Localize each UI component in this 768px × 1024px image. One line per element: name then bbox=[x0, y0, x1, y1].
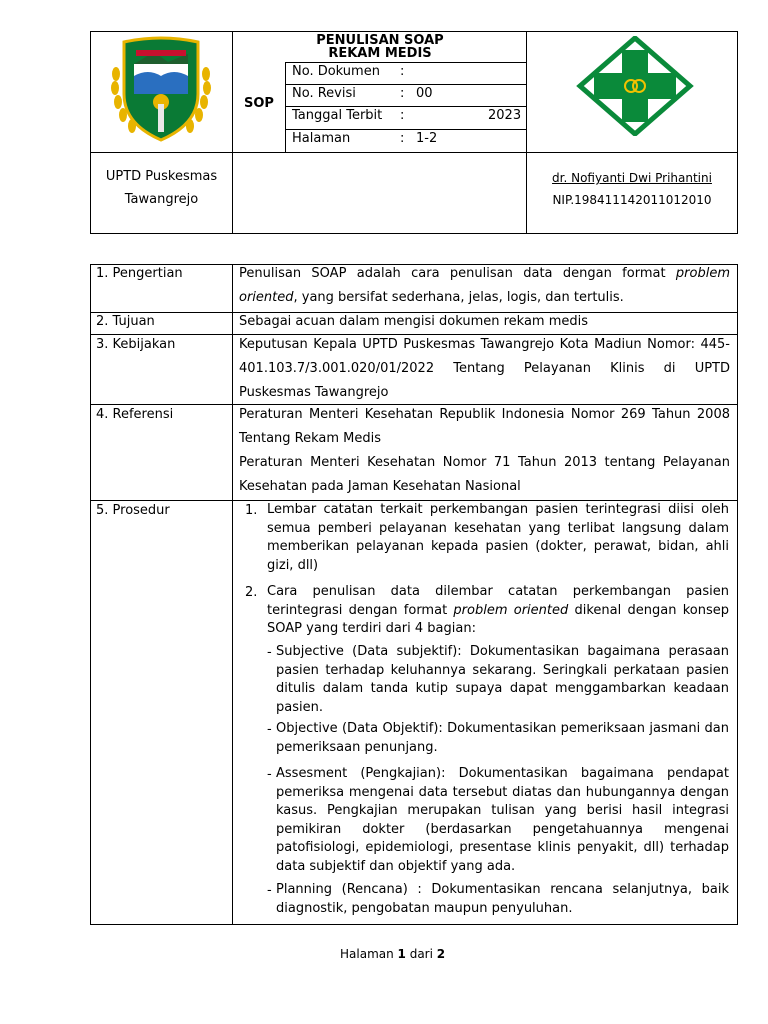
bullet-subjective: - bbox=[267, 645, 272, 660]
meta-label-halaman: Halaman bbox=[292, 131, 351, 146]
step-1-number: 1. bbox=[245, 503, 258, 518]
label-referensi: 4. Referensi bbox=[96, 407, 174, 422]
text-pengertian: Penulisan SOAP adalah cara penulisan data dengan format problem oriented, yang bersifat sederhana, jelas, logis, dan tertulis. bbox=[239, 266, 730, 305]
meta-sep-revisi: : bbox=[400, 86, 405, 101]
text-assesment: Assesment (Pengkajian): Dokumentasikan bagaimana pendapat pemeriksa mengenai data tersebut diatas dan hubungannya dengan kasus. Pengkajian merupakan tulisan yang berisi hasil integrasi pemikiran dokter (berdasarkan pengetahuannya mengenai patofisiologi, epidemiologi, presentase klinis penyakit, dll) terhadap data subjektif dan objektif yang ada. bbox=[276, 766, 729, 874]
document-title-line1: PENULISAN SOAP bbox=[316, 33, 444, 48]
step-1-text: Lembar catatan terkait perkembangan pasien terintegrasi diisi oleh semua pemberi pelayanan kesehatan yang terlibat langsung dalam memberikan pelayanan kepada pasien (dokter, perawat, bidan, ahli gizi, dll) bbox=[267, 502, 729, 573]
text-referensi-2: Peraturan Menteri Kesehatan Nomor 71 Tahun 2013 tentang Pelayanan Kesehatan pada Jaman Kesehatan Nasional bbox=[239, 455, 730, 494]
document-title-line2: REKAM MEDIS bbox=[328, 46, 432, 61]
signer-nip: NIP.198411142011012010 bbox=[552, 193, 712, 207]
text-tujuan: Sebagai acuan dalam mengisi dokumen rekam medis bbox=[239, 314, 589, 329]
meta-value-halaman: 1-2 bbox=[416, 131, 438, 146]
meta-sep-halaman: : bbox=[400, 131, 405, 146]
meta-value-tanggal: 2023 bbox=[488, 108, 522, 123]
sop-label: SOP bbox=[244, 96, 274, 111]
label-kebijakan: 3. Kebijakan bbox=[96, 337, 176, 352]
org-name-line1: UPTD Puskesmas bbox=[105, 169, 218, 184]
text-kebijakan: Keputusan Kepala UPTD Puskesmas Tawangrejo Kota Madiun Nomor: 445-401.103.7/3.001.020/01/2022 Tentang Pelayanan Klinis di UPTD Puskesmas Tawangrejo bbox=[239, 337, 730, 400]
bullet-planning: - bbox=[267, 883, 272, 898]
org-name-line2: Tawangrejo bbox=[124, 192, 199, 207]
label-prosedur: 5. Prosedur bbox=[96, 503, 170, 518]
signer-name: dr. Nofiyanti Dwi Prihantini bbox=[552, 171, 712, 185]
puskesmas-logo bbox=[576, 36, 694, 136]
meta-label-revisi: No. Revisi bbox=[292, 86, 356, 101]
meta-sep-tanggal: : bbox=[400, 108, 405, 123]
text-subjective: Subjective (Data subjektif): Dokumentasikan bagaimana perasaan pasien terhadap keluhannya sekarang. Seringkali perkataan pasien ditulis dalam tanda kutip supaya dapat menggambarkan keadaan pasien. bbox=[276, 644, 729, 715]
label-pengertian: 1. Pengertian bbox=[96, 266, 183, 281]
regional-crest-logo bbox=[106, 34, 216, 144]
text-referensi-1: Peraturan Menteri Kesehatan Republik Indonesia Nomor 269 Tahun 2008 Tentang Rekam Medis bbox=[239, 407, 730, 446]
bullet-objective: - bbox=[267, 722, 272, 737]
text-objective: Objective (Data Objektif): Dokumentasikan pemeriksaan jasmani dan pemeriksaan penunjang. bbox=[276, 721, 729, 755]
text-planning: Planning (Rencana) : Dokumentasikan rencana selanjutnya, baik diagnostik, pengobatan maupun penyuluhan. bbox=[276, 882, 729, 916]
step-2-number: 2. bbox=[245, 585, 258, 600]
meta-sep-dokumen: : bbox=[400, 64, 405, 79]
label-tujuan: 2. Tujuan bbox=[96, 314, 155, 329]
meta-label-dokumen: No. Dokumen bbox=[292, 64, 380, 79]
meta-value-revisi: 00 bbox=[416, 86, 433, 101]
step-2-text: Cara penulisan data dilembar catatan perkembangan pasien terintegrasi dengan format problem oriented dikenal dengan konsep SOAP yang terdiri dari 4 bagian: bbox=[267, 584, 729, 636]
page-footer: Halaman 1 dari 2 bbox=[340, 947, 446, 961]
bullet-assesment: - bbox=[267, 767, 272, 782]
meta-label-tanggal: Tanggal Terbit bbox=[292, 108, 383, 123]
